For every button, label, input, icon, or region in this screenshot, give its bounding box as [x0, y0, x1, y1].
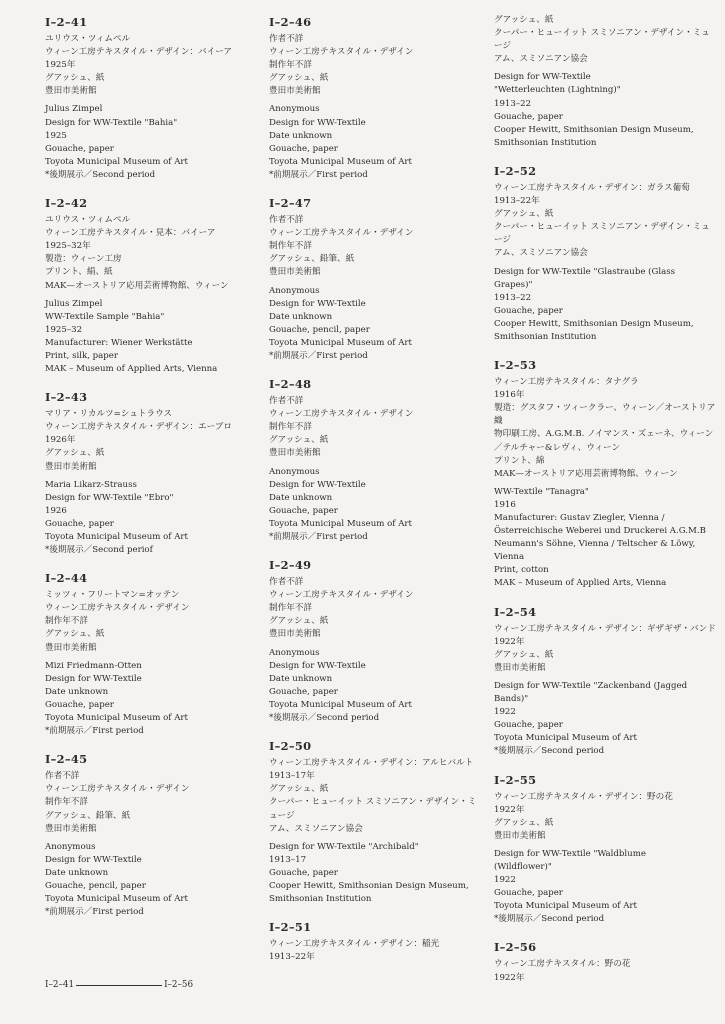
page-range-footer — [45, 980, 193, 990]
exhibition-period: *前期展示／First period — [269, 169, 368, 180]
entry-line-ja: 作者不詳 — [269, 396, 304, 407]
entry-line-en: Toyota Municipal Museum of Art — [269, 518, 412, 529]
entry-line-en: 1925 — [45, 130, 67, 141]
entry-line-ja: アム、スミソニアン協会 — [494, 54, 588, 65]
entry-line-en: Design for WW-Textile — [269, 117, 366, 128]
entry-line-ja: グアッシュ、紙 — [269, 435, 329, 446]
entry-line-ja: グアッシュ、紙 — [269, 616, 329, 627]
entry-line-ja: 製造：グスタフ・ツィークラー、ウィーン／オーストリア織 — [494, 403, 716, 427]
entry-line-en: Date unknown — [269, 673, 333, 684]
entry-number: I–2–49 — [269, 558, 312, 573]
entry-line-en: Vienna — [494, 552, 525, 563]
entry-line-ja: グアッシュ、紙 — [45, 73, 105, 84]
entry-line-en: Manufacturer: Gustav Ziegler, Vienna / — [494, 513, 665, 523]
entry-line-ja: グアッシュ、紙 — [45, 629, 105, 640]
entry-line-ja: グアッシュ、紙 — [494, 15, 554, 25]
entry-line-ja: 制作年不詳 — [269, 241, 312, 252]
entry-line-en: Toyota Municipal Museum of Art — [45, 713, 188, 724]
catalog-entry — [45, 14, 250, 182]
entry-number: I–2–41 — [45, 15, 88, 29]
entry-number: I–2–51 — [269, 920, 312, 935]
entry-line-en: Design for WW-Textile "Archibald" — [269, 841, 419, 852]
entry-line-en: Grapes)" — [494, 279, 533, 290]
entry-line-en: Julius Zimpel — [45, 298, 103, 309]
entry-line-ja: 1913–17年 — [269, 771, 315, 782]
entry-line-en: Cooper Hewitt, Smithsonian Design Museum, — [269, 880, 469, 891]
exhibition-period: *前期展示／First period — [269, 532, 368, 542]
entry-line-ja: ウィーン工房テキスタイル・デザイン：バイーア — [45, 47, 232, 58]
catalog-entry — [45, 389, 250, 557]
entry-line-en: (Wildflower)" — [494, 861, 552, 872]
entry-number: I–2–53 — [494, 358, 537, 373]
entry-line-ja: ウィーン工房テキスタイル・デザイン：エーブロ — [45, 422, 232, 433]
entry-line-en: Maria Likarz-Strauss — [45, 479, 137, 490]
entry-line-ja: グアッシュ、紙 — [269, 784, 329, 795]
entry-line-ja: ウィーン工房テキスタイル・デザイン：野の花 — [494, 791, 673, 802]
entry-line-en: Design for WW-Textile — [45, 854, 142, 865]
entry-line-ja: ウィーン工房テキスタイル・デザイン — [269, 409, 414, 420]
entry-line-en: Bands)" — [494, 694, 529, 705]
entry-line-en: Design for WW-Textile "Waldblume — [494, 848, 646, 859]
entry-line-ja: MAK—オーストリア応用芸術博物館、ウィーン — [494, 468, 678, 479]
catalog-entry — [269, 738, 481, 906]
exhibition-period: *前期展示／First period — [45, 726, 144, 737]
entry-number: I–2–43 — [45, 390, 88, 405]
catalog-entry — [269, 919, 481, 964]
entry-line-ja: グアッシュ、紙 — [494, 209, 554, 220]
entry-line-en: Toyota Municipal Museum of Art — [45, 532, 188, 542]
entry-line-ja: 制作年不詳 — [269, 60, 312, 71]
entry-line-ja: ユリウス・ツィムペル — [45, 215, 131, 226]
entry-line-ja: クーパー・ヒューイット スミソニアン・デザイン・ミュージ — [494, 222, 710, 246]
catalog-entry — [45, 195, 250, 376]
entry-line-en: Gouache, paper — [45, 699, 114, 710]
footer-range-start: I–2–41 — [45, 980, 75, 990]
entry-line-en: Design for WW-Textile — [494, 72, 591, 83]
entry-number: I–2–55 — [494, 772, 537, 787]
entry-line-ja: プリント、綿 — [494, 455, 545, 466]
catalog-entry — [494, 14, 716, 150]
entry-line-en: Anonymous — [269, 466, 320, 477]
entry-line-en: Design for WW-Textile "Ebro" — [45, 492, 174, 503]
entry-line-ja: プリント、絹、紙 — [45, 267, 113, 278]
entry-line-ja: 1926年 — [45, 435, 76, 446]
entry-line-en: Anonymous — [269, 104, 320, 115]
entry-line-en: Toyota Municipal Museum of Art — [45, 894, 188, 905]
entry-line-ja: 作者不詳 — [269, 215, 304, 226]
exhibition-period: *後期展示／Second period — [494, 914, 605, 925]
entry-line-en: MAK – Museum of Applied Arts, Vienna — [45, 364, 218, 375]
entry-line-ja: 1925–32年 — [45, 241, 91, 252]
entry-line-ja: 豊田市美術館 — [45, 823, 97, 834]
entry-line-ja: ウィーン工房テキスタイル・デザイン：ギザギザ・バンド — [494, 623, 716, 634]
entry-line-en: Design for WW-Textile — [269, 298, 366, 309]
entry-line-ja: 制作年不詳 — [45, 616, 88, 627]
entry-line-en: 1926 — [45, 505, 67, 516]
entry-number: I–2–47 — [269, 196, 312, 211]
entry-line-en: Gouache, pencil, paper — [45, 880, 146, 891]
entry-line-ja: アム、スミソニアン協会 — [494, 248, 588, 259]
entry-line-en: Design for WW-Textile "Bahia" — [45, 117, 178, 128]
entry-line-ja: 豊田市美術館 — [269, 267, 321, 278]
entry-line-ja: ウィーン工房テキスタイル・デザイン — [45, 603, 190, 614]
entry-line-ja: グアッシュ、紙 — [494, 817, 554, 828]
entry-line-en: Design for WW-Textile "Glastraube (Glass — [494, 266, 676, 277]
entry-line-en: Gouache, paper — [269, 143, 338, 154]
entry-line-en: Date unknown — [45, 686, 109, 697]
entry-line-en: Date unknown — [269, 492, 333, 503]
entry-line-en: Design for WW-Textile "Zackenband (Jagged — [494, 680, 688, 691]
entry-line-ja: 1916年 — [494, 390, 525, 401]
entry-line-en: Cooper Hewitt, Smithsonian Design Museum, — [494, 318, 694, 329]
entry-line-en: Gouache, paper — [269, 867, 338, 878]
entry-line-ja: ／テルチャー&レヴィ、ウィーン — [494, 442, 621, 453]
entry-line-ja: ウィーン工房テキスタイル：タナグラ — [494, 377, 639, 388]
entry-line-ja: 1913–22年 — [269, 952, 315, 963]
catalog-entry — [494, 357, 716, 591]
entry-line-en: Gouache, pencil, paper — [269, 324, 370, 335]
entry-line-ja: ウィーン工房テキスタイル・デザイン：稲光 — [269, 939, 440, 950]
entry-line-ja: ウィーン工房テキスタイル：野の花 — [494, 959, 631, 970]
catalog-entry — [494, 604, 716, 759]
entry-line-ja: 1913–22年 — [494, 196, 540, 207]
catalog-entry — [269, 557, 481, 725]
entry-line-en: Design for WW-Textile — [269, 479, 366, 490]
entry-line-en: Toyota Municipal Museum of Art — [494, 901, 637, 912]
entry-line-en: Gouache, paper — [269, 686, 338, 697]
entry-line-ja: 作者不詳 — [269, 577, 304, 588]
entry-line-ja: ウィーン工房テキスタイル・デザイン — [269, 590, 414, 601]
entry-line-en: Gouache, paper — [494, 888, 563, 899]
entry-line-ja: 豊田市美術館 — [45, 642, 97, 653]
entry-line-ja: 製造：ウィーン工房 — [45, 254, 122, 265]
entry-line-ja: グアッシュ、紙 — [45, 448, 105, 459]
entry-number: I–2–45 — [45, 752, 88, 767]
catalog-entry — [494, 939, 716, 984]
entry-line-en: Print, cotton — [494, 565, 549, 576]
entry-line-en: 1913–22 — [494, 98, 532, 109]
catalog-entry — [494, 772, 716, 927]
entry-line-en: WW-Textile "Tanagra" — [494, 486, 589, 497]
catalog-entry — [269, 376, 481, 544]
entry-number: I–2–42 — [45, 196, 88, 211]
entry-line-ja: アム、スミソニアン協会 — [269, 823, 363, 834]
catalog-entry — [45, 751, 250, 919]
entry-line-en: Smithsonian Institution — [269, 894, 372, 905]
catalog-entry — [269, 195, 481, 363]
entry-number: I–2–50 — [269, 739, 312, 754]
entry-line-en: Date unknown — [269, 311, 333, 322]
entry-line-ja: 豊田市美術館 — [494, 662, 546, 673]
entry-line-ja: 1922年 — [494, 972, 525, 983]
entry-line-ja: ミッツィ・フリートマン=オッテン — [45, 590, 180, 601]
entry-line-ja: 豊田市美術館 — [269, 86, 321, 97]
entry-line-ja: グアッシュ、鉛筆、紙 — [269, 254, 355, 265]
entry-line-en: Mizi Friedmann-Otten — [45, 660, 142, 671]
entry-line-en: MAK – Museum of Applied Arts, Vienna — [494, 578, 667, 589]
entry-line-ja: 制作年不詳 — [269, 603, 312, 614]
entry-line-ja: 物印刷工房、A.G.M.B. ノイマンス・ズェーネ、ウィーン — [494, 429, 714, 440]
entry-line-en: Toyota Municipal Museum of Art — [494, 733, 637, 744]
entry-line-en: Design for WW-Textile — [45, 673, 142, 684]
exhibition-period: *後期展示／Second period — [269, 713, 380, 724]
entry-line-en: Österreichische Weberei und Druckerei A.G.M.B — [494, 526, 706, 537]
entry-line-ja: 制作年不詳 — [269, 422, 312, 433]
entry-line-en: Gouache, paper — [45, 518, 114, 529]
entry-line-en: Anonymous — [269, 285, 320, 296]
entry-line-en: 1925–32 — [45, 324, 83, 335]
exhibition-period: *後期展示／Second periof — [45, 545, 153, 556]
entry-number: I–2–54 — [494, 604, 537, 619]
entry-line-en: Smithsonian Institution — [494, 331, 597, 342]
catalog-column-2 — [269, 14, 481, 977]
entry-line-en: Smithsonian Institution — [494, 137, 597, 148]
entry-line-ja: ウィーン工房テキスタイル・デザイン — [269, 228, 414, 239]
entry-line-ja: ウィーン工房テキスタイル・デザイン — [45, 784, 190, 795]
exhibition-period: *後期展示／Second period — [45, 169, 156, 180]
entry-line-ja: 豊田市美術館 — [269, 629, 321, 640]
entry-line-en: WW-Textile Sample "Bahia" — [45, 311, 165, 322]
entry-line-en: Julius Zimpel — [45, 104, 103, 115]
entry-line-en: Print, silk, paper — [45, 350, 118, 361]
entry-line-en: Anonymous — [269, 647, 320, 658]
entry-line-ja: ユリウス・ツィムペル — [45, 34, 131, 44]
entry-line-en: Design for WW-Textile — [269, 660, 366, 671]
entry-line-ja: 豊田市美術館 — [45, 461, 97, 472]
entry-line-en: Gouache, paper — [494, 111, 563, 122]
entry-line-en: Anonymous — [45, 841, 96, 852]
entry-line-en: 1922 — [494, 875, 516, 886]
entry-line-en: Toyota Municipal Museum of Art — [269, 156, 412, 167]
entry-line-en: Gouache, paper — [494, 305, 563, 316]
entry-line-en: Date unknown — [45, 867, 109, 878]
entry-line-ja: 1925年 — [45, 60, 76, 71]
entry-line-en: 1913–17 — [269, 854, 307, 865]
catalog-column-3 — [494, 14, 716, 998]
entry-line-ja: 豊田市美術館 — [45, 86, 97, 97]
entry-line-en: Toyota Municipal Museum of Art — [45, 156, 188, 167]
entry-number: I–2–48 — [269, 377, 312, 392]
entry-line-ja: 作者不詳 — [269, 34, 304, 44]
entry-line-ja: 豊田市美術館 — [494, 830, 546, 841]
entry-line-ja: 1922年 — [494, 636, 525, 647]
exhibition-period: *後期展示／Second period — [494, 746, 605, 757]
entry-number: I–2–46 — [269, 15, 312, 29]
entry-line-en: 1916 — [494, 499, 516, 510]
entry-line-ja: ウィーン工房テキスタイル・デザイン：アルヒバルト — [269, 758, 474, 769]
entry-line-ja: クーパー・ヒューイット スミソニアン・デザイン・ミュージ — [269, 797, 477, 821]
entry-line-ja: グアッシュ、紙 — [494, 649, 554, 660]
entry-line-ja: 作者不詳 — [45, 771, 80, 782]
entry-line-ja: ウィーン工房テキスタイル・デザイン：ガラス葡萄 — [494, 182, 690, 193]
entry-line-ja: グアッシュ、紙 — [269, 73, 329, 84]
entry-line-en: Manufacturer: Wiener Werkstätte — [45, 337, 193, 348]
entry-line-en: Gouache, paper — [269, 505, 338, 516]
entry-line-ja: グアッシュ、鉛筆、紙 — [45, 810, 131, 821]
entry-line-ja: マリア・リカルツ=シュトラウス — [45, 409, 172, 420]
entry-number: I–2–56 — [494, 940, 537, 955]
entry-line-ja: 制作年不詳 — [45, 797, 88, 808]
entry-line-en: Neumann's Söhne, Vienna / Teltscher & Löwy, — [494, 539, 696, 550]
entry-line-ja: クーパー・ヒューイット スミソニアン・デザイン・ミュージ — [494, 28, 710, 52]
entry-line-ja: MAK—オーストリア応用芸術博物館、ウィーン — [45, 280, 229, 291]
entry-line-ja: ウィーン工房テキスタイル・デザイン — [269, 47, 414, 58]
exhibition-period: *前期展示／First period — [45, 907, 144, 918]
catalog-entry — [269, 14, 481, 182]
entry-line-en: Cooper Hewitt, Smithsonian Design Museum, — [494, 124, 694, 135]
entry-line-en: "Wetterleuchten (Lightning)" — [494, 85, 621, 96]
catalog-entry — [45, 570, 250, 738]
entry-line-ja: ウィーン工房テキスタイル・見本：バイーア — [45, 228, 216, 239]
entry-line-en: 1913–22 — [494, 292, 532, 303]
entry-number: I–2–52 — [494, 163, 537, 178]
entry-line-ja: 豊田市美術館 — [269, 448, 321, 459]
entry-line-en: Gouache, paper — [45, 143, 114, 154]
catalog-entry — [494, 163, 716, 344]
exhibition-period: *前期展示／First period — [269, 350, 368, 361]
footer-range-end: I–2–56 — [164, 980, 194, 990]
entry-line-ja: 1922年 — [494, 804, 525, 815]
footer-rule — [76, 985, 162, 986]
entry-line-en: Toyota Municipal Museum of Art — [269, 337, 412, 348]
entry-line-en: Gouache, paper — [494, 720, 563, 731]
entry-line-en: Date unknown — [269, 130, 333, 141]
catalog-column-1 — [45, 14, 250, 932]
entry-line-en: 1922 — [494, 707, 516, 718]
entry-line-en: Toyota Municipal Museum of Art — [269, 699, 412, 710]
entry-number: I–2–44 — [45, 571, 88, 586]
